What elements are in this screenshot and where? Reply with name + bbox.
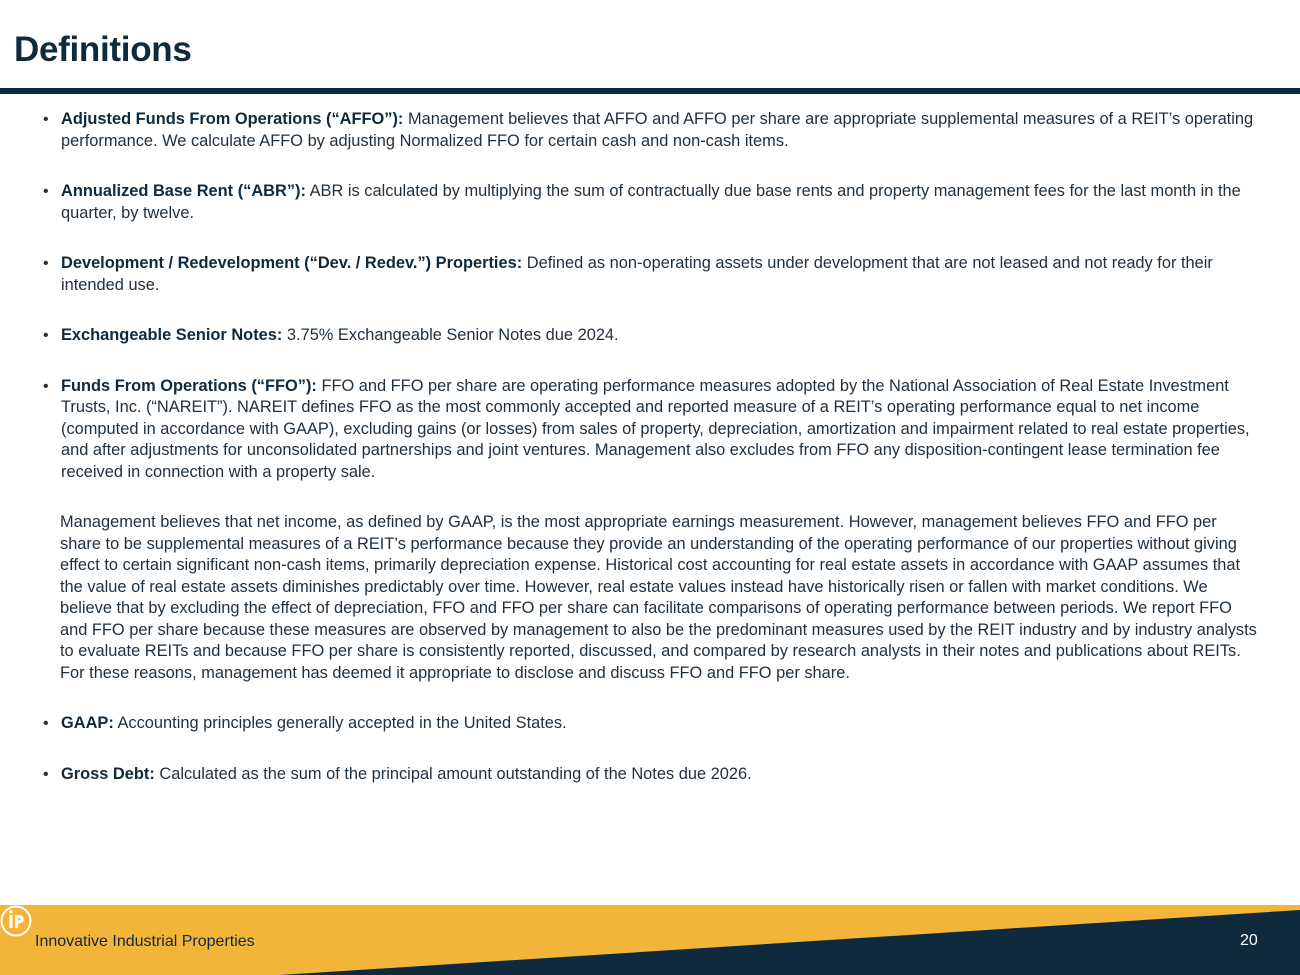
definition-text: ABR is calculated by multiplying the sum of contractually due base rents and property management fees for the last month in the quarter, by twelve. — [61, 182, 1241, 222]
bullet-icon: • — [43, 377, 49, 395]
definition-text: Management believes that AFFO and AFFO per share are appropriate supplemental measures of a REIT’s operating performance. We calculate AFFO by adjusting Normalized FFO for certain cash and non-cash items. — [61, 110, 1254, 150]
bullet-icon: • — [43, 765, 49, 783]
iip-logo-icon — [0, 905, 32, 937]
bullet-icon: • — [43, 715, 49, 732]
definition-text: Accounting principles generally accepted in the United States. — [117, 714, 567, 732]
definition-gross-debt — [0, 764, 1300, 786]
definition-term: Exchangeable Senior Notes: — [61, 326, 283, 344]
definition-term: GAAP: — [61, 714, 114, 732]
bullet-icon: • — [43, 111, 49, 128]
ffo-paragraph: Management believes that net income, as defined by GAAP, is the most appropriate earnings measurement. However, management believes FFO and FFO per share to be supplemental measures of a REIT’s performance because they provide an understanding of the operating performance of our properties without giving effect to certain significant non-cash items, primarily depreciation expense. Historical cost accounting for real estate assets in accordance with GAAP assumes that the value of real estate assets diminishes predictably over time. However, real estate values instead have historically risen or fallen with market conditions. We believe that by excluding the effect of depreciation, FFO and FFO per share can facilitate comparisons of operating performance between periods. We report FFO and FFO per share because these measures are observed by management to also be the predominant measures used by the REIT industry and by industry analysts to evaluate REITs and because FFO per share is consistently reported, discussed, and compared by research analysts in their notes and publications about REITs. For these reasons, management has deemed it appropriate to disclose and discuss FFO and FFO per share. — [60, 513, 1257, 682]
page-number: 20 — [1240, 932, 1258, 949]
definition-term: Adjusted Funds From Operations (“AFFO”): — [61, 110, 404, 128]
title-divider — [0, 88, 1300, 94]
definition-exchangeable-notes — [0, 325, 1300, 347]
bullet-icon: • — [43, 183, 49, 200]
footer — [0, 905, 1300, 975]
definition-dev-redev — [0, 253, 1300, 296]
page-title: Definitions — [14, 30, 192, 69]
bullet-icon: • — [43, 255, 49, 272]
definition-abr — [0, 181, 1300, 224]
definition-affo — [0, 109, 1300, 152]
definition-term: Funds From Operations (“FFO”): — [61, 376, 317, 395]
definition-text: Calculated as the sum of the principal amount outstanding of the Notes due 2026. — [159, 764, 752, 783]
definition-term: Development / Redevelopment (“Dev. / Redev.”) Properties: — [61, 254, 523, 272]
company-name: Innovative Industrial Properties — [35, 933, 255, 950]
definition-text: FFO and FFO per share are operating performance measures adopted by the National Association of Real Estate Investment Trusts, Inc. (“NAREIT”). NAREIT defines FFO as the most commonly accepted and reported measure of a REIT’s operating performance equal to net income (computed in accordance with GAAP), excluding gains (or losses) from sales of property, depreciation, amortization and impairment related to real estate properties, and after adjustments for unconsolidated partnerships and joint ventures. Management also excludes from FFO any disposition-contingent lease termination fee received in connection with a property sale. — [61, 376, 1250, 481]
bullet-icon: • — [43, 327, 49, 344]
definitions-list — [0, 109, 1300, 785]
definition-term: Annualized Base Rent (“ABR”): — [61, 182, 306, 200]
definition-text: Defined as non-operating assets under development that are not leased and not ready for their intended use. — [61, 254, 1213, 294]
definition-text: 3.75% Exchangeable Senior Notes due 2024. — [286, 326, 619, 344]
definition-ffo — [0, 376, 1300, 484]
definition-term: Gross Debt: — [61, 764, 155, 783]
definition-gaap — [0, 713, 1300, 735]
